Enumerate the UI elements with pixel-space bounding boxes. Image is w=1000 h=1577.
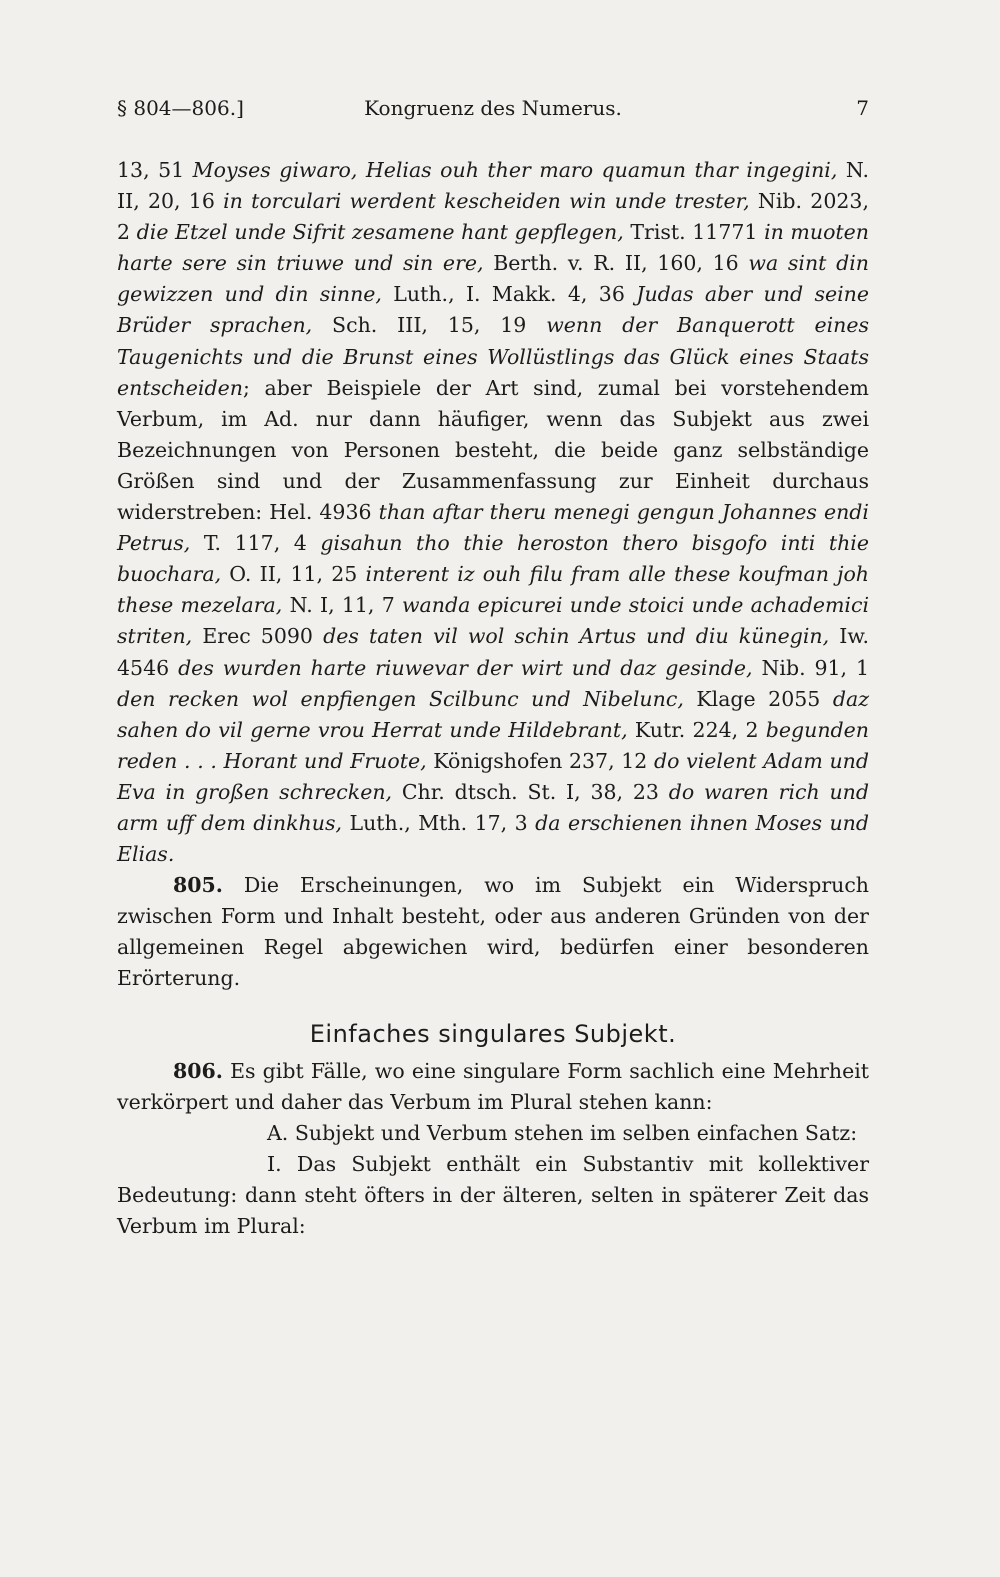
section-number-806: 806. xyxy=(173,1058,223,1083)
subsection-a: A. Subjekt und Verbum stehen im selben einfachen Satz: xyxy=(267,1120,858,1145)
section-number-805: 805. xyxy=(173,873,223,898)
running-title: Kongruenz des Numerus. xyxy=(364,96,622,120)
paragraph-804-continued: 13, 51 Moyses giwaro, Helias ouh ther maro quamun thar ingegini, N. II, 20, 16 in torculari werdent kescheiden win unde trester, Nib. 2023, 2 die Etzel unde Sifrit zesamene hant gepflegen, Trist. 11771 in muoten harte sere sin triuwe und sin ere, Berth. v. R. II, 160, 16 wa sint din gewizzen und din sinne, Luth., I. Makk. 4, 36 Judas aber und seine Brüder sprachen, Sch. III, 15, 19 wenn der Banquerott eines Taugenichts und die Brunst eines Wollüstlings das Glück eines Staats entscheiden; aber Beispiele der Art sind, zumal bei vorstehendem Verbum, im Ad. nur dann häufiger, wenn das Subjekt aus zwei Bezeichnungen von Personen besteht, die beide ganz selbständige Größen sind und der Zusammenfassung zur Einheit durchaus widerstreben: Hel. 4936 than aftar theru menegi gengun Johannes endi Petrus, T. 117, 4 gisahun tho thie heroston thero bisgofo inti thie buochara, O. II, 11, 25 interent iz ouh filu fram alle these koufman joh these mezelara, N. I, 11, 7 wanda epicurei unde stoici unde achademici striten, Erec 5090 des taten vil wol schin Artus und diu künegin, Iw. 4546 des wurden harte riuwevar der wirt und daz gesinde, Nib. 91, 1 den recken wol enpfiengen Scilbunc und Nibelunc, Klage 2055 daz sahen do vil gerne vrou Herrat unde Hildebrant, Kutr. 224, 2 begunden reden . . . Horant und Fruote, Königshofen 237, 12 do vielent Adam und Eva in großen schrecken, Chr. dtsch. St. I, 38, 23 do waren rich und arm uff dem dinkhus, Luth., Mth. 17, 3 da erschienen ihnen Moses und Elias. xyxy=(117,158,870,867)
section-reference: § 804—806.] xyxy=(117,96,244,120)
page-number: 7 xyxy=(856,96,869,120)
subsection-i: I. Das Subjekt enthält ein Substantiv mit kollektiver Bedeutung: dann steht öfters in der älteren, selten in späterer Zeit das Verbum im Plural: xyxy=(117,1151,869,1239)
body-text xyxy=(117,155,869,1242)
section-heading: Einfaches singulares Subjekt. xyxy=(309,1019,677,1048)
paragraph-806: 806. Es gibt Fälle, wo eine singulare Form sachlich eine Mehrheit verkörpert und daher das Verbum im Plural stehen kann: xyxy=(117,1058,869,1114)
paragraph-805: 805. Die Erscheinungen, wo im Subjekt ein Widerspruch zwischen Form und Inhalt besteht, oder aus anderen Gründen von der allgemeinen Regel abgewichen wird, bedürfen einer besonderen Erörterung. xyxy=(117,873,869,991)
running-header xyxy=(117,96,869,132)
